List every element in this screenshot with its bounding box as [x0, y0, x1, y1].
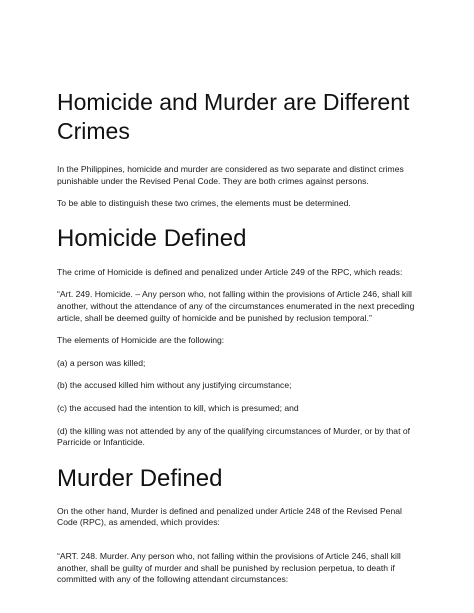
murder-heading: Murder Defined: [57, 464, 223, 492]
homicide-element: (c) the accused had the intention to kill, which is presumed; and: [57, 402, 299, 413]
homicide-paragraph: The crime of Homicide is defined and penalized under Article 249 of the RPC, which reads:: [57, 266, 403, 277]
homicide-paragraph: The elements of Homicide are the following:: [57, 335, 225, 346]
murder-paragraph: On the other hand, Murder is defined and penalized under Article 248 of the Revised Penal Code (RPC), as amended, which provides:: [57, 505, 402, 528]
homicide-element: (d) the killing was not attended by any of the qualifying circumstances of Murder, or by that of Parricide or Infanticide.: [57, 425, 411, 448]
homicide-element: (b) the accused killed him without any justifying circumstance;: [57, 380, 292, 391]
document-page: [57, 88, 419, 586]
homicide-quote: “Art. 249. Homicide. – Any person who, not falling within the provisions of Article 246, shall kill another, without the attendance of any of the circumstances enumerated in the next preceding article, shall be deemed guilty of homicide and be punished by reclusion temporal.”: [57, 289, 415, 323]
document-title: Homicide and Murder are Different Crimes: [57, 89, 410, 144]
intro-paragraph: To be able to distinguish these two crimes, the elements must be determined.: [57, 198, 351, 209]
murder-quote: “ART. 248. Murder. Any person who, not falling within the provisions of Article 246, shall kill another, shall be guilty of murder and shall be punished by reclusion perpetua, to death if committed with any of the following attendant circumstances:: [57, 550, 401, 585]
homicide-element: (a) a person was killed;: [57, 357, 146, 368]
intro-paragraph: In the Philippines, homicide and murder are considered as two separate and distinct crimes punishable under the Revised Penal Code. They are both crimes against persons.: [57, 164, 404, 186]
homicide-heading: Homicide Defined: [57, 224, 247, 252]
